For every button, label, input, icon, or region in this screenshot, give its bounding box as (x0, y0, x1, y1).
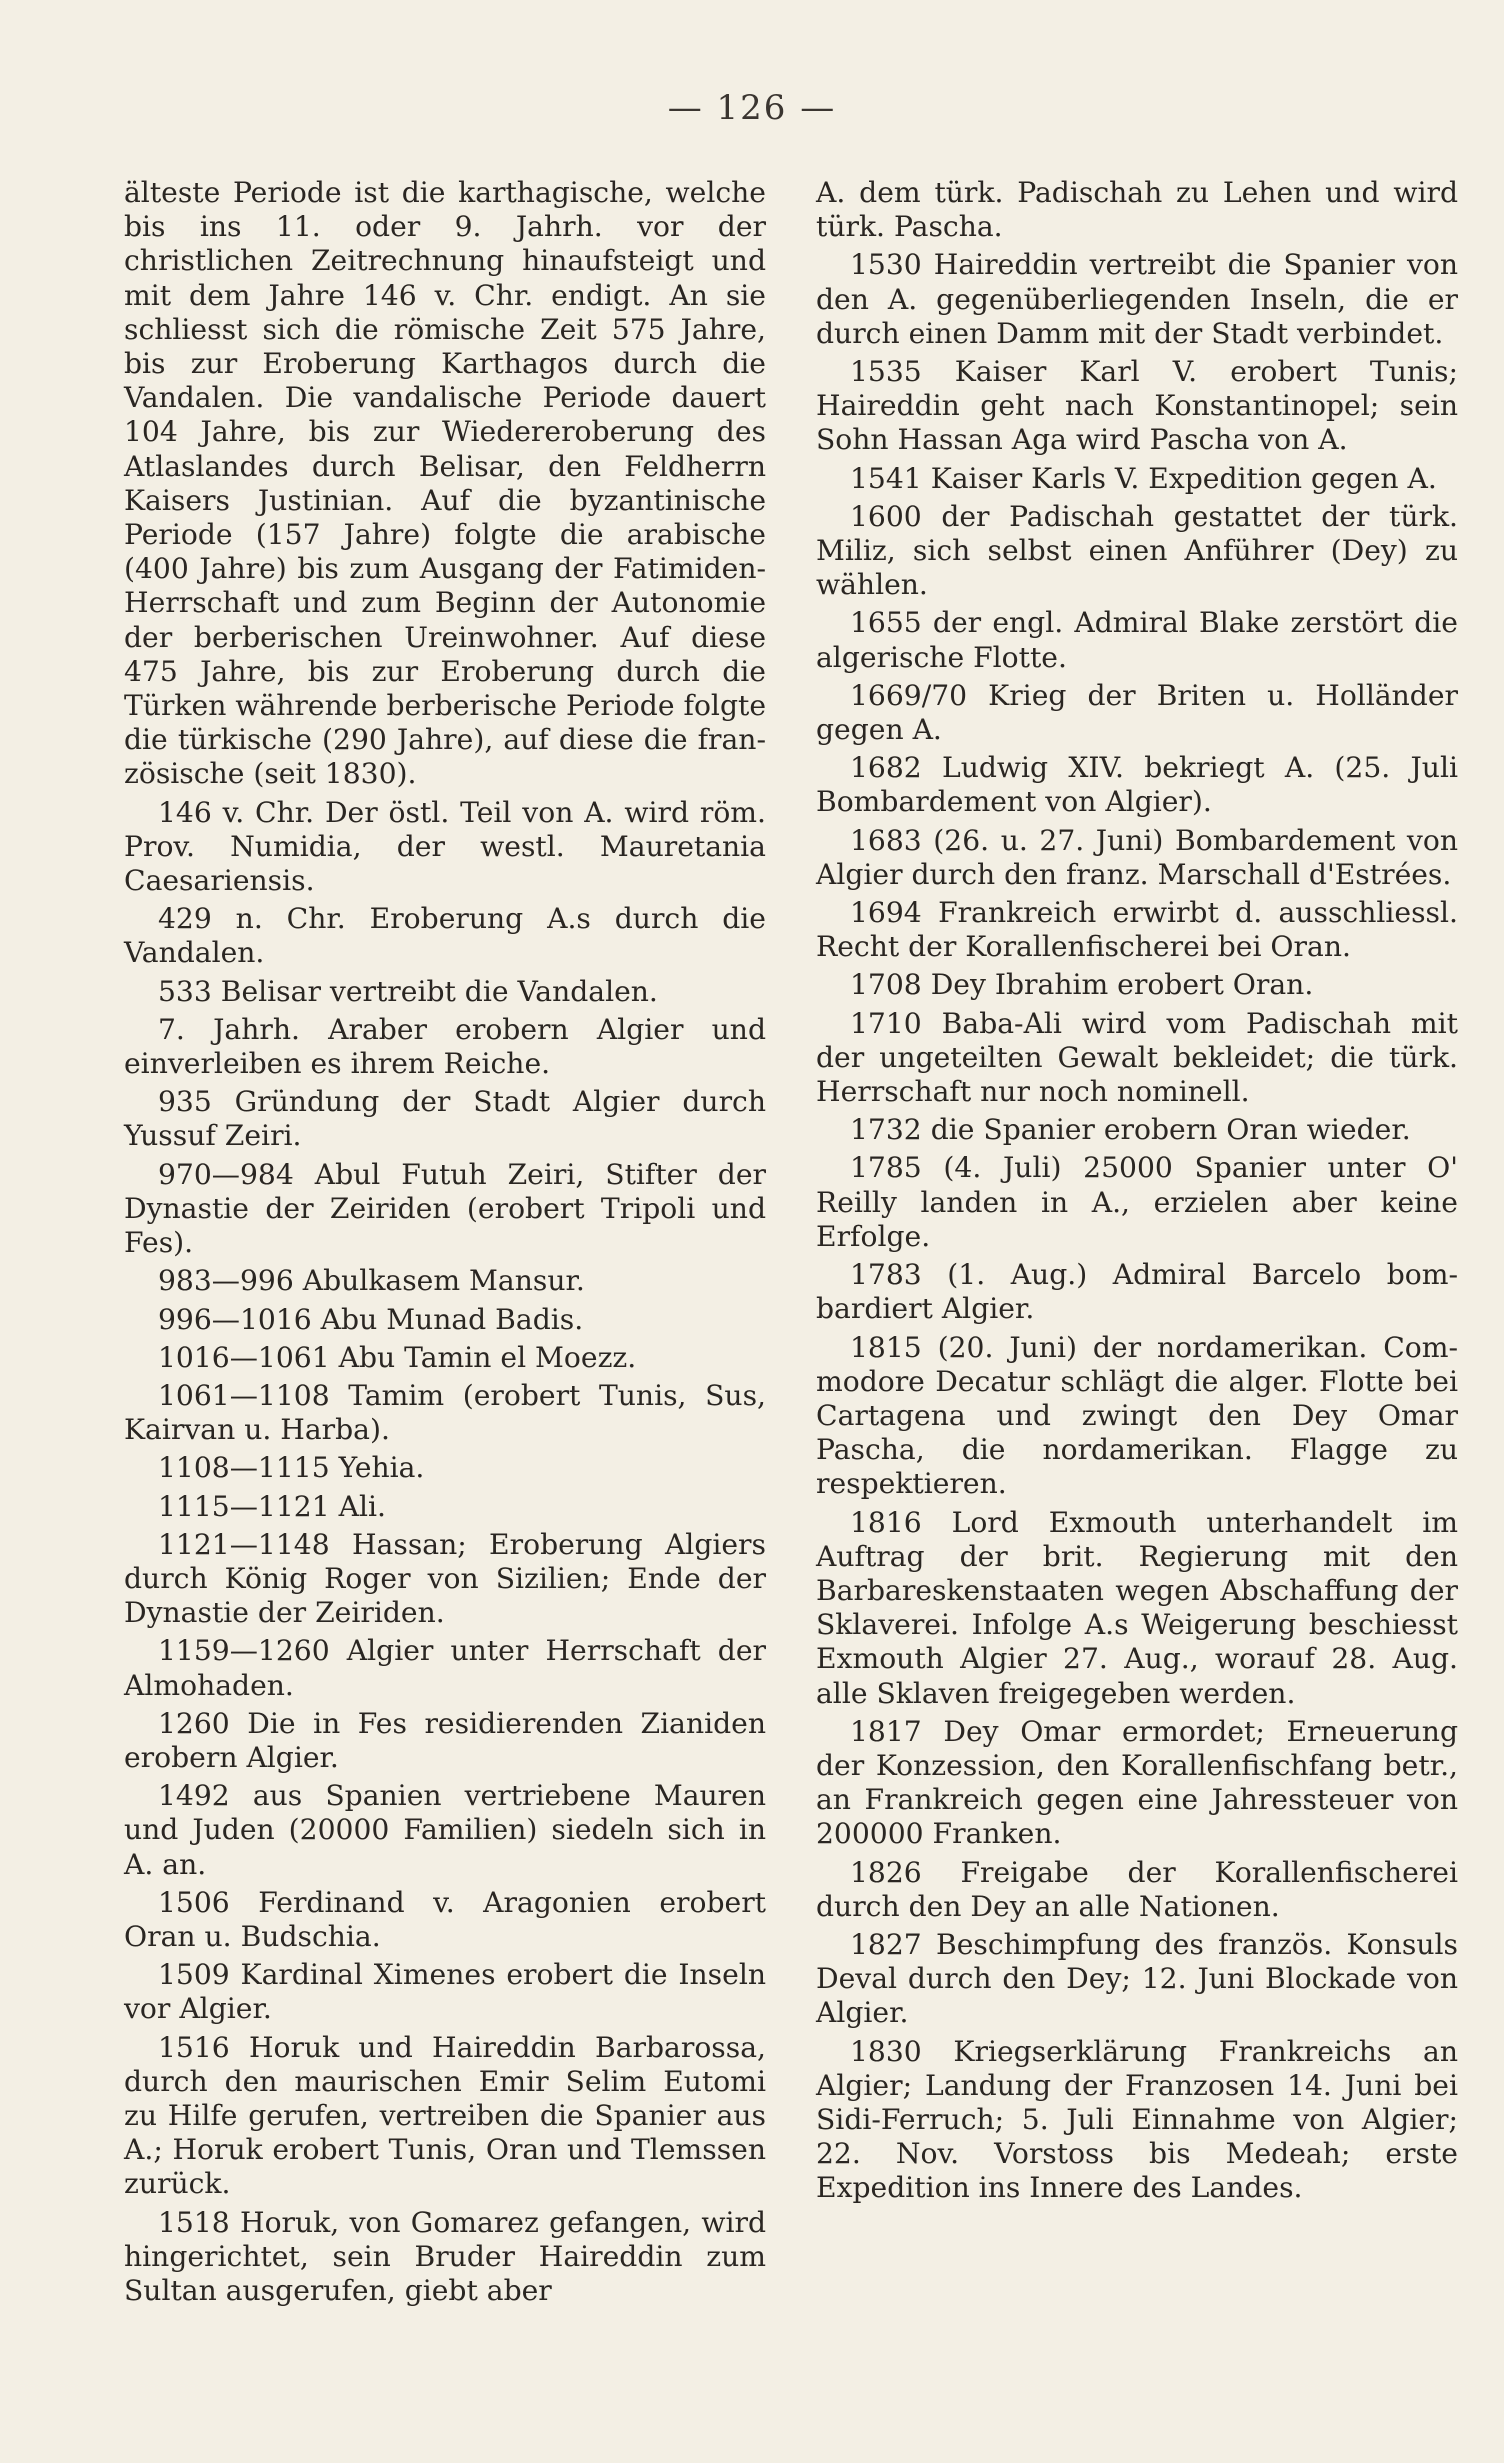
chronology-entry: 1682 Ludwig XIV. bekriegt A. (25. Juli Bombardement von Algier). (816, 751, 1458, 819)
chronology-entry: 970—984 Abul Futuh Zeiri, Stifter der Dynastie der Zeiriden (erobert Tripoli und Fes). (124, 1157, 766, 1260)
chronology-entry: 1827 Beschimpfung des französ. Konsuls Deval durch den Dey; 12. Juni Blockade von Algier. (816, 1927, 1458, 2030)
chronology-entry-continued: A. dem türk. Padischah zu Lehen und wird türk. Pascha. (816, 176, 1458, 244)
chronology-entry: 1694 Frankreich erwirbt d. ausschliessl. Recht der Korallenfischerei bei Oran. (816, 896, 1458, 964)
chronology-entry: 1600 der Padischah gestattet der türk. Miliz, sich selbst einen Anführer (Dey) zu wählen. (816, 499, 1458, 602)
chronology-entry: 1783 (1. Aug.) Admiral Barcelo bombardiert Algier. (816, 1258, 1458, 1326)
chronology-entry: 1260 Die in Fes residierenden Zianiden erobern Algier. (124, 1706, 766, 1774)
chronology-entry: 1518 Horuk, von Gomarez gefangen, wird hingerichtet, sein Bruder Haireddin zum Sultan ausgerufen, giebt aber (124, 2205, 766, 2307)
chronology-entry: 7. Jahrh. Araber erobern Algier und einverleiben es ihrem Reiche. (124, 1012, 766, 1081)
chronology-entry: 1535 Kaiser Karl V. erobert Tunis; Haireddin geht nach Konstantinopel; sein Sohn Hassan Aga wird Pascha von A. (816, 355, 1458, 457)
chronology-entry: 1655 der engl. Admiral Blake zerstört die algerische Flotte. (816, 606, 1458, 674)
chronology-entry: 1815 (20. Juni) der nordamerikan. Commodore Decatur schlägt die alger. Flotte bei Cartagena und zwingt den Dey Omar Pascha, die nordamerikan. Flagge zu respektieren. (816, 1330, 1458, 1501)
intro-paragraph: älteste Periode ist die karthagische, welche bis ins 11. oder 9. Jahrh. vor der christlichen Zeitrechnung hinaufsteigt und mit dem Jahre 146 v. Chr. endigt. An sie schliesst sich die römische Zeit 575 Jahre, bis zur Eroberung Karthagos durch die Vandalen. Die vandalische Periode dauert 104 Jahre, bis zur Wiedereroberung des Atlaslandes durch Belisar, den Feldherrn Kaisers Justinian. Auf die byzantinische Periode (157 Jahre) folgte die arabische (400 Jahre) bis zum Ausgang der Fatimiden-Herrschaft und zum Beginn der Autonomie der berberischen Ureinwohner. Auf diese 475 Jahre, bis zur Eroberung durch die Türken währende berberische Periode folgte die türkische (290 Jahre), auf diese die französische (seit 1830). (124, 176, 766, 791)
chronology-entry: 1817 Dey Omar ermordet; Erneuerung der Konzession, den Korallenfischfang betr., an Frankreich gegen eine Jahressteuer von 200000 Franken. (816, 1714, 1458, 1851)
chronology-entry: 1121—1148 Hassan; Eroberung Algiers durch König Roger von Sizilien; Ende der Dynastie der Zeiriden. (124, 1527, 766, 1630)
chronology-entry: 1159—1260 Algier unter Herrschaft der Almohaden. (124, 1634, 766, 1702)
chronology-entry: 1506 Ferdinand v. Aragonien erobert Oran u. Budschia. (124, 1885, 766, 1953)
chronology-entry: 983—996 Abulkasem Mansur. (158, 1264, 585, 1298)
chronology-entry: 996—1016 Abu Munad Badis. (158, 1302, 584, 1336)
chronology-entry: 1708 Dey Ibrahim erobert Oran. (850, 968, 1314, 1002)
chronology-entry: 1061—1108 Tamim (erobert Tunis, Sus, Kairvan u. Harba). (124, 1378, 766, 1447)
chronology-entry: 1516 Horuk und Haireddin Barbarossa, durch den maurischen Emir Selim Eutomi zu Hilfe gerufen, vertreiben die Spanier aus A.; Horuk erobert Tunis, Oran und Tlemssen zurück. (124, 2030, 766, 2201)
right-column (816, 176, 1458, 2210)
chronology-entry: 1830 Kriegserklärung Frankreichs an Algier; Landung der Franzosen 14. Juni bei Sidi-Ferruch; 5. Juli Einnahme von Algier; 22. Nov. Vorstoss bis Medeah; erste Expedition ins Innere des Landes. (816, 2034, 1458, 2205)
chronology-entry: 1492 aus Spanien vertriebene Mauren und Juden (20000 Familien) siedeln sich in A. an. (124, 1779, 766, 1881)
chronology-entry: 1016—1061 Abu Tamin el Moezz. (158, 1340, 637, 1374)
chronology-entry: 1669/70 Krieg der Briten u. Holländer gegen A. (816, 678, 1458, 747)
chronology-entry: 1732 die Spanier erobern Oran wieder. (850, 1113, 1411, 1147)
chronology-entry: 1509 Kardinal Ximenes erobert die Inseln vor Algier. (124, 1958, 766, 2026)
chronology-entry: 1710 Baba-Ali wird vom Padischah mit der ungeteilten Gewalt bekleidet; die türk. Herrschaft nur noch nominell. (816, 1006, 1458, 1109)
chronology-entry: 1816 Lord Exmouth unterhandelt im Auftrag der brit. Regierung mit den Barbareskenstaaten wegen Abschaffung der Sklaverei. Infolge A.s Weigerung beschiesst Exmouth Algier 27. Aug., worauf 28. Aug. alle Sklaven freigegeben werden. (816, 1505, 1458, 1710)
chronology-entry: 1108—1115 Yehia. (158, 1451, 425, 1485)
chronology-entry: 1115—1121 Ali. (158, 1489, 386, 1523)
chronology-entry: 429 n. Chr. Eroberung A.s durch die Vandalen. (124, 902, 766, 970)
chronology-entry: 1530 Haireddin vertreibt die Spanier von den A. gegenüberliegenden Inseln, die er durch einen Damm mit der Stadt verbindet. (816, 248, 1458, 350)
chronology-entry: 146 v. Chr. Der östl. Teil von A. wird röm. Prov. Numidia, der westl. Mauretania Caesariensis. (124, 795, 766, 898)
chronology-entry: 1785 (4. Juli) 25000 Spanier unter O' Reilly landen in A., erzielen aber keine Erfolge. (816, 1151, 1458, 1253)
chronology-entry: 1683 (26. u. 27. Juni) Bombardement von Algier durch den franz. Marschall d'Estrées. (816, 823, 1458, 891)
page-number: — 126 — (667, 88, 837, 128)
left-column (124, 176, 766, 2312)
chronology-entry: 533 Belisar vertreibt die Vandalen. (158, 974, 658, 1008)
chronology-entry: 1826 Freigabe der Korallenfischerei durch den Dey an alle Nationen. (816, 1855, 1458, 1923)
chronology-entry: 1541 Kaiser Karls V. Expedition gegen A. (850, 461, 1437, 495)
chronology-entry: 935 Gründung der Stadt Algier durch Yussuf Zeiri. (124, 1085, 766, 1153)
